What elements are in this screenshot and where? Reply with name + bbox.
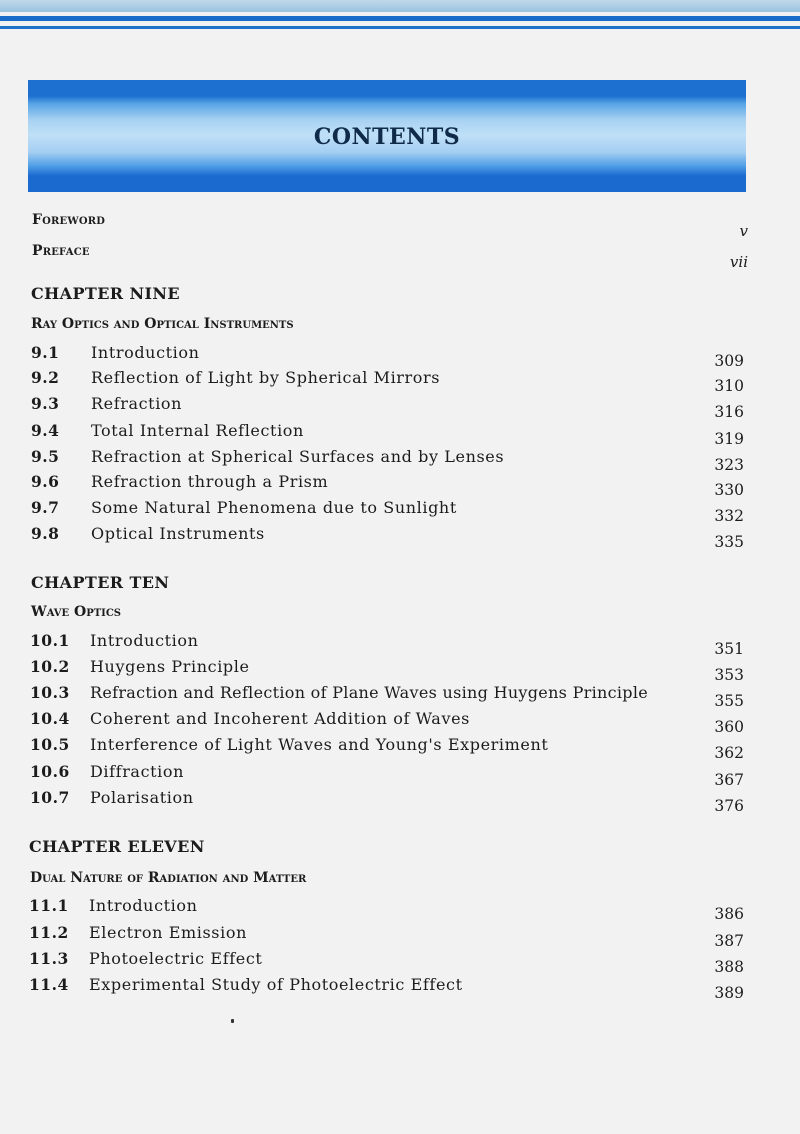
section-number: 11.2	[29, 923, 69, 942]
toc-entry[interactable]	[0, 498, 800, 525]
section-page: 360	[714, 718, 744, 736]
toc-entry[interactable]	[0, 709, 800, 736]
section-page: 310	[714, 377, 744, 395]
section-title: Polarisation	[90, 788, 194, 807]
section-page: 388	[714, 958, 744, 976]
unit-title[interactable]: Dual Nature of Radiation and Matter	[30, 870, 307, 886]
section-number: 10.4	[30, 709, 70, 728]
toc-entry[interactable]	[0, 975, 800, 1002]
unit-title[interactable]: Ray Optics and Optical Instruments	[31, 316, 294, 332]
section-title: Reflection of Light by Spherical Mirrors	[91, 368, 441, 387]
section-page: 323	[714, 456, 744, 474]
section-title: Diffraction	[90, 762, 185, 781]
section-number: 11.3	[29, 949, 69, 968]
section-number: 10.3	[30, 683, 70, 702]
section-number: 9.6	[31, 472, 60, 491]
section-title: Refraction at Spherical Surfaces and by Lenses	[91, 447, 505, 466]
toc-entry[interactable]	[0, 788, 800, 815]
section-page: 351	[714, 640, 744, 658]
section-page: 335	[714, 533, 744, 551]
front-matter-label: Preface	[32, 243, 90, 259]
section-title: Refraction and Reflection of Plane Waves using Huygens Principle	[90, 683, 649, 702]
section-title: Huygens Principle	[90, 657, 250, 676]
section-page: 353	[714, 666, 744, 684]
page-title: CONTENTS	[313, 124, 461, 150]
toc-entry[interactable]	[0, 735, 800, 762]
section-page: 389	[714, 984, 744, 1002]
section-page: 355	[714, 692, 744, 710]
section-page: 387	[714, 932, 744, 950]
front-matter-label: Foreword	[32, 212, 106, 228]
section-title: Some Natural Phenomena due to Sunlight	[91, 498, 457, 517]
section-title: Total Internal Reflection	[91, 421, 304, 440]
toc-entry[interactable]	[0, 421, 800, 448]
section-title: Introduction	[91, 343, 200, 362]
toc-entry[interactable]	[0, 447, 800, 474]
section-page: 362	[714, 744, 744, 762]
toc-entry[interactable]	[0, 896, 800, 923]
section-number: 10.1	[30, 631, 70, 650]
top-rule	[0, 16, 800, 21]
section-number: 9.3	[31, 394, 60, 413]
toc-entry[interactable]	[0, 524, 800, 551]
front-matter-page: v	[739, 222, 748, 240]
section-title: Interference of Light Waves and Young's Experiment	[90, 735, 549, 754]
toc-entry[interactable]	[0, 368, 800, 395]
section-number: 9.8	[31, 524, 60, 543]
toc-entry-preface[interactable]	[0, 243, 800, 271]
print-speck	[231, 1019, 234, 1023]
section-number: 10.2	[30, 657, 70, 676]
section-title: Introduction	[89, 896, 198, 915]
toc-entry[interactable]	[0, 923, 800, 950]
section-number: 9.5	[31, 447, 60, 466]
section-title: Introduction	[90, 631, 199, 650]
front-matter-page: vii	[729, 253, 748, 271]
toc-entry[interactable]	[0, 949, 800, 976]
section-number: 9.7	[31, 498, 60, 517]
unit-title[interactable]: Wave Optics	[31, 604, 122, 620]
section-page: 367	[714, 771, 744, 789]
section-number: 9.4	[31, 421, 60, 440]
toc-entry[interactable]	[0, 762, 800, 789]
chapter-heading: CHAPTER ELEVEN	[29, 837, 205, 856]
section-page: 316	[714, 403, 744, 421]
section-number: 9.1	[31, 343, 60, 362]
section-number: 10.5	[30, 735, 70, 754]
toc-entry[interactable]	[0, 631, 800, 658]
section-page: 319	[714, 430, 744, 448]
section-title: Experimental Study of Photoelectric Effect	[89, 975, 463, 994]
top-decorative-strip	[0, 0, 800, 12]
section-page: 386	[714, 905, 744, 923]
section-number: 11.4	[29, 975, 69, 994]
section-title: Refraction	[91, 394, 183, 413]
section-title: Coherent and Incoherent Addition of Waves	[90, 709, 470, 728]
contents-banner	[28, 80, 746, 192]
toc-entry[interactable]	[0, 343, 800, 370]
toc-entry[interactable]	[0, 394, 800, 421]
section-title: Optical Instruments	[91, 524, 265, 543]
toc-entry-foreword[interactable]	[0, 212, 800, 240]
section-page: 376	[714, 797, 744, 815]
section-number: 10.6	[30, 762, 70, 781]
toc-entry[interactable]	[0, 472, 800, 499]
toc-entry[interactable]	[0, 683, 800, 710]
chapter-heading: CHAPTER TEN	[31, 573, 170, 592]
section-title: Electron Emission	[89, 923, 247, 942]
section-title: Refraction through a Prism	[91, 472, 329, 491]
section-number: 11.1	[29, 896, 69, 915]
section-page: 330	[714, 481, 744, 499]
top-rule-secondary	[0, 26, 800, 29]
section-page: 332	[714, 507, 744, 525]
section-page: 309	[714, 352, 744, 370]
chapter-heading: CHAPTER NINE	[31, 284, 180, 303]
section-number: 10.7	[30, 788, 70, 807]
section-number: 9.2	[31, 368, 60, 387]
section-title: Photoelectric Effect	[89, 949, 263, 968]
toc-entry[interactable]	[0, 657, 800, 684]
